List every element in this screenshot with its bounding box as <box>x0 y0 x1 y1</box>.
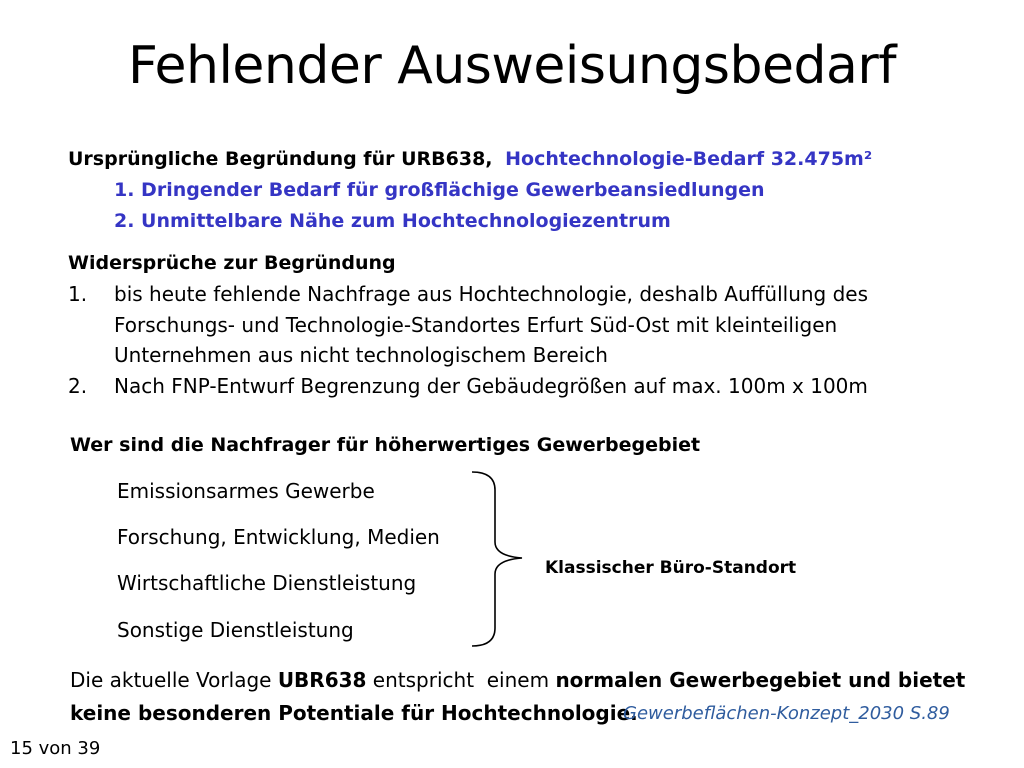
reason-lead: Ursprüngliche Begründung für URB638, <box>68 148 493 170</box>
demand-item-2: Forschung, Entwicklung, Medien <box>117 525 440 549</box>
slide-title: Fehlender Ausweisungsbedarf <box>127 36 897 96</box>
conclusion-bold-1: UBR638 <box>277 668 367 692</box>
conclusion-bold-2: normalen Gewerbegebiet und bietet <box>555 668 966 692</box>
conclusion-line-1 <box>70 667 965 693</box>
demand-item-4: Sonstige Dienstleistung <box>117 618 354 642</box>
reason-line <box>68 147 872 171</box>
contradiction-number-1: 1. <box>68 282 88 306</box>
demand-item-3: Wirtschaftliche Dienstleistung <box>117 571 417 595</box>
reason-point-2: 2. Unmittelbare Nähe zum Hochtechnologiezentrum <box>114 210 671 232</box>
contradictions-heading: Widersprüche zur Begründung <box>68 252 396 274</box>
conclusion-text-2: entspricht einem <box>366 668 556 692</box>
contradiction-1-line-1: bis heute fehlende Nachfrage aus Hochtechnologie, deshalb Auffüllung des <box>114 282 869 306</box>
contradiction-1-line-3: Unternehmen aus nicht technologischem Bereich <box>114 343 608 367</box>
bracket-label: Klassischer Büro-Standort <box>545 558 797 578</box>
contradiction-1-line-2: Forschungs- und Technologie-Standortes Erfurt Süd-Ost mit kleinteiligen <box>114 313 838 337</box>
reason-highlight: Hochtechnologie-Bedarf 32.475m² <box>505 148 873 170</box>
citation: Gewerbeflächen-Konzept_2030 S.89 <box>623 703 950 724</box>
demand-item-1: Emissionsarmes Gewerbe <box>117 479 375 503</box>
demand-heading: Wer sind die Nachfrager für höherwertiges Gewerbegebiet <box>70 434 701 456</box>
contradiction-2-line-1: Nach FNP-Entwurf Begrenzung der Gebäudegrößen auf max. 100m x 100m <box>114 374 868 398</box>
reason-point-1: 1. Dringender Bedarf für großflächige Gewerbeansiedlungen <box>114 179 765 201</box>
conclusion-line-2: keine besonderen Potentiale für Hochtechnologie. <box>70 701 638 725</box>
right-curly-brace-icon <box>470 470 530 650</box>
conclusion-text-1: Die aktuelle Vorlage <box>70 668 278 692</box>
page-number: 15 von 39 <box>10 738 101 759</box>
contradiction-number-2: 2. <box>68 374 88 398</box>
